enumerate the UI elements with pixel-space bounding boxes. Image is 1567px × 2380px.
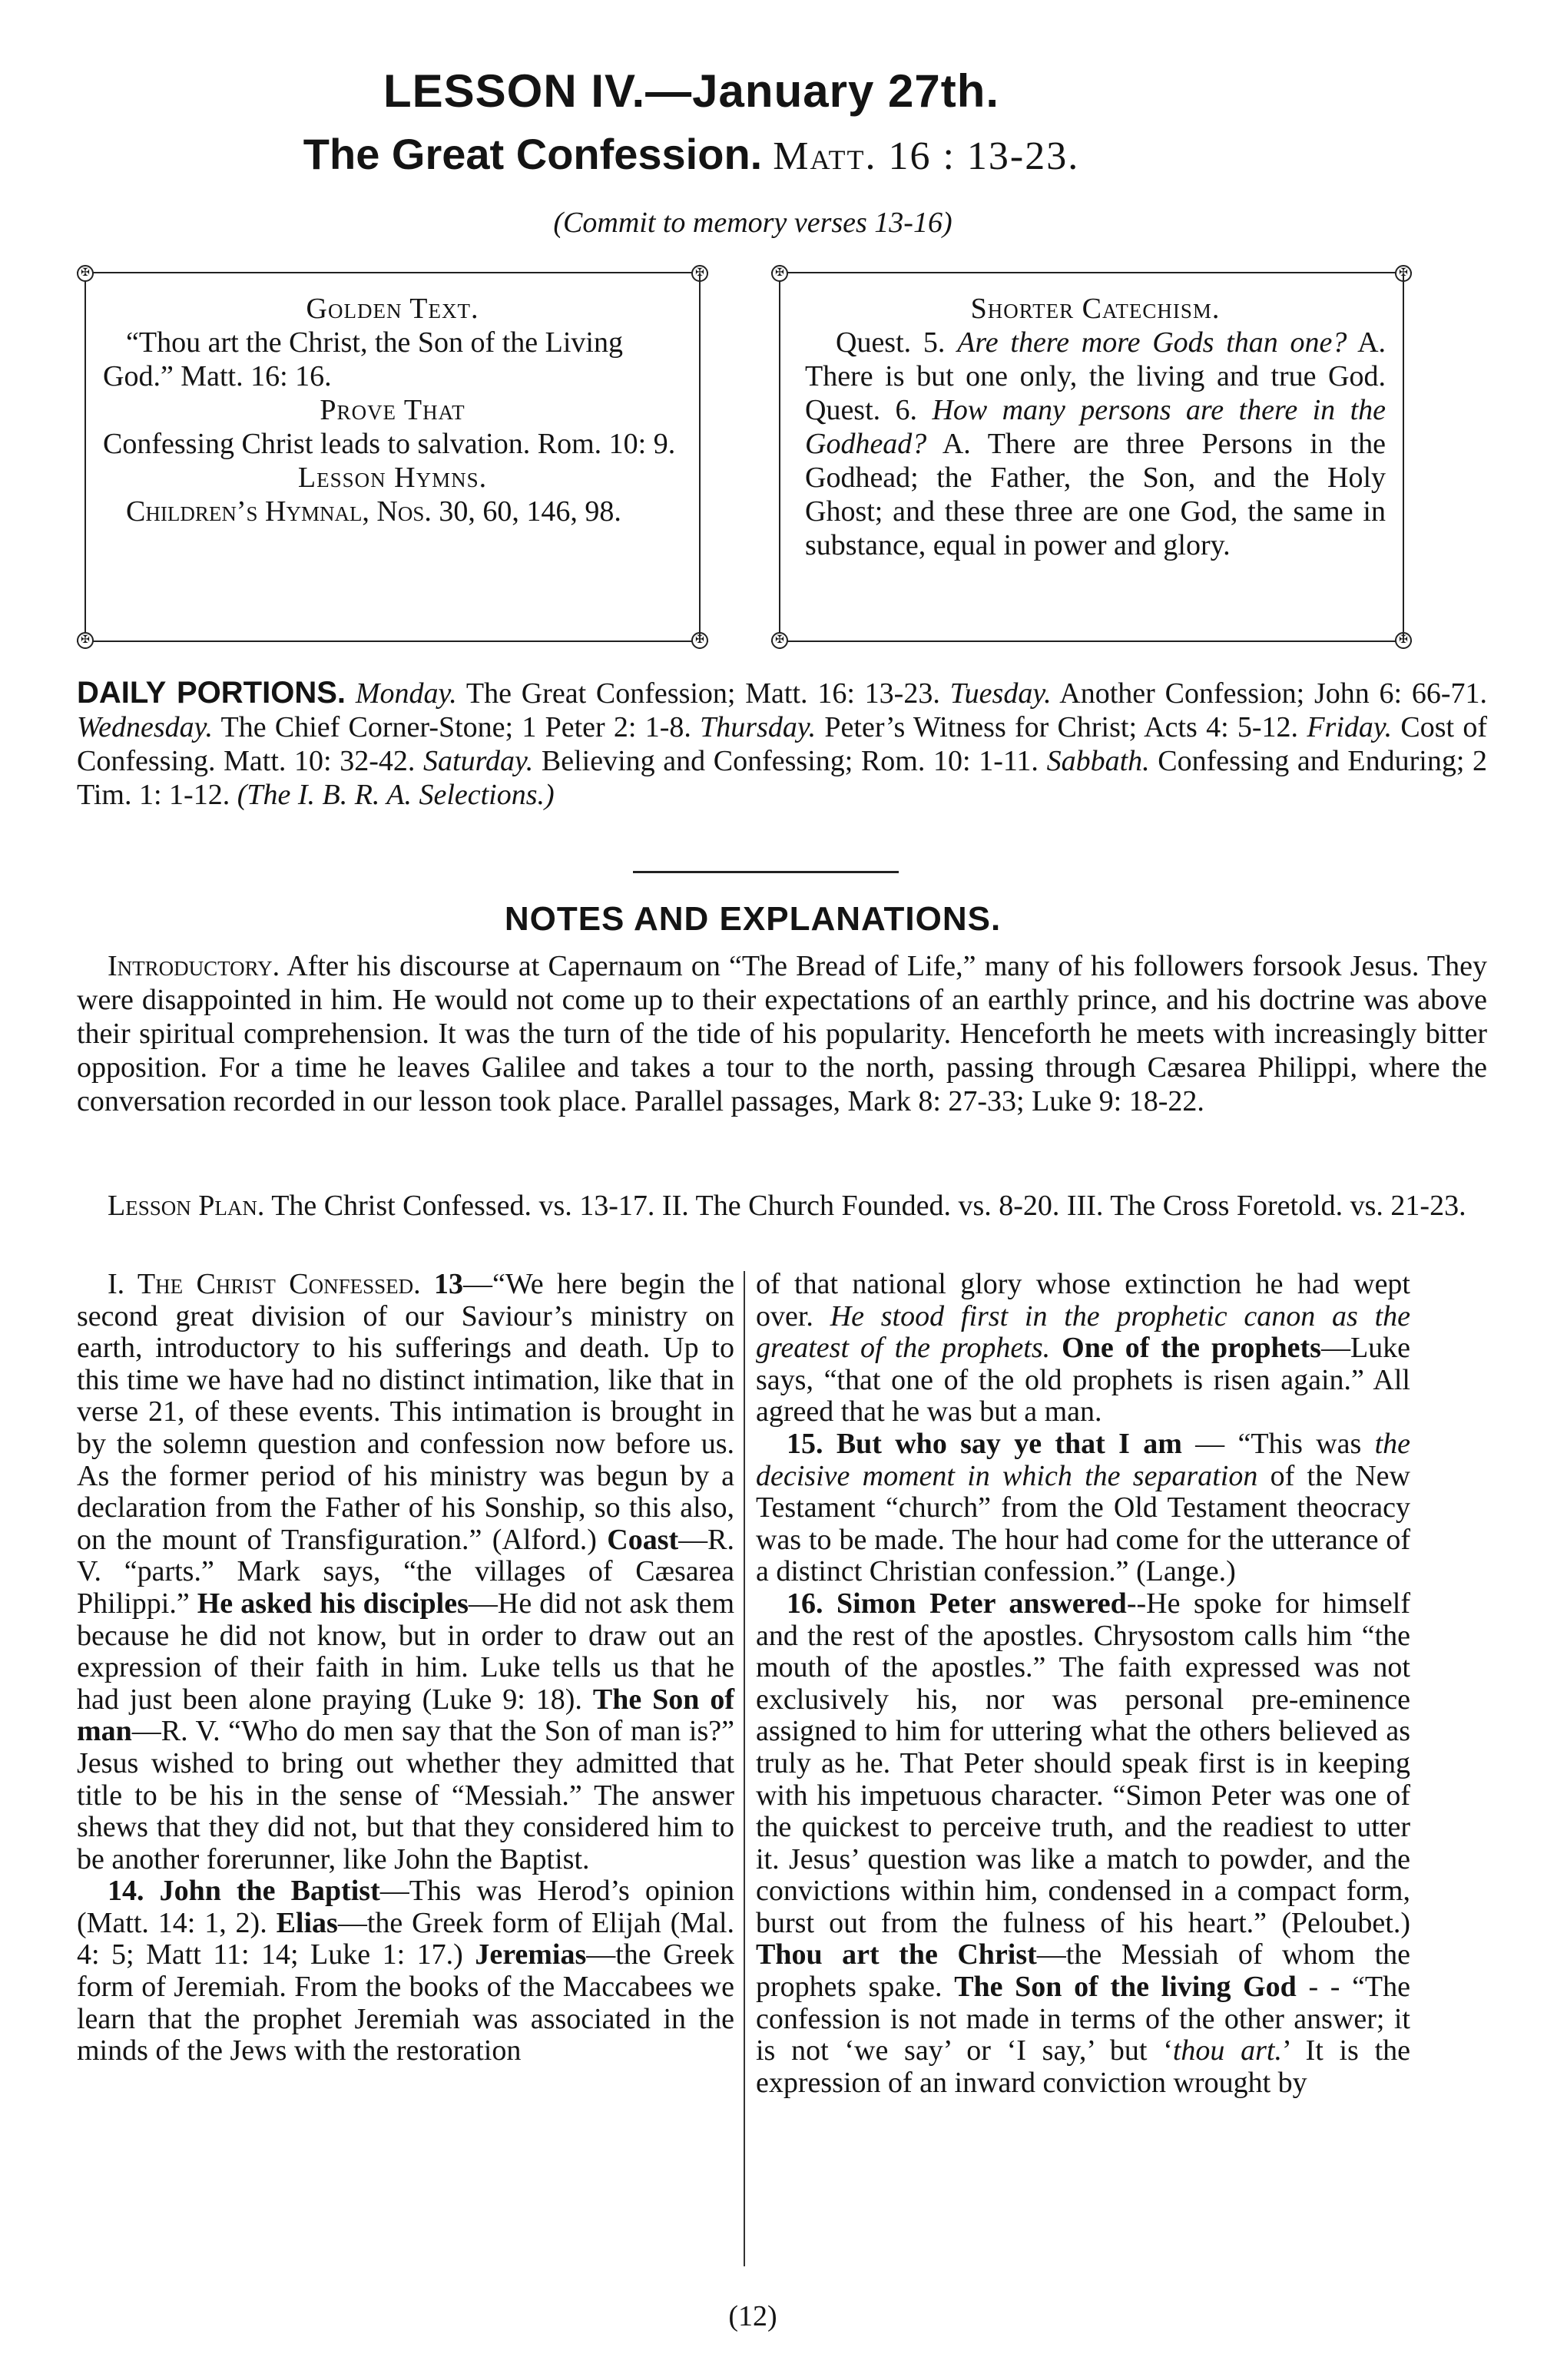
- son-of-man-term: The Son of man: [77, 1683, 734, 1748]
- coast-term: Coast: [607, 1523, 679, 1556]
- son-living-god-note-b: ’ It is the expression of an inward conviction wrought by: [756, 2034, 1410, 2099]
- friday-reading: Cost of Confessing. Matt. 10: 32-42.: [77, 711, 1488, 777]
- jeremias-note: —the Greek form of Jeremiah. From the books of the Maccabees we learn that the prophet Jeremiah was associated in the minds of the Jews with the restoration: [77, 1938, 734, 2067]
- q5-label: Quest. 5.: [836, 326, 946, 359]
- tuesday-reading: Another Confession; John 6: 66-71.: [1059, 677, 1488, 710]
- son-living-god-note-a: - - “The confession is not made in terms of the other answer; it is not ‘we say’ or ‘I say,’ but ‘: [756, 1971, 1411, 2067]
- day-tuesday: Tuesday.: [949, 677, 1052, 710]
- catechism-heading: Shorter Catechism.: [970, 293, 1221, 325]
- elias-note: —the Greek form of Elijah (Mal. 4: 5; Matt 11: 14; Luke 1: 17.): [77, 1906, 735, 1971]
- golden-text: “Thou art the Christ, the Son of the Living God.” Matt. 16: 16.: [103, 326, 623, 392]
- jeremias-term: Jeremias: [475, 1938, 587, 1971]
- memory-verses: (Commit to memory verses 13-16): [553, 207, 952, 239]
- asked-note: —He did not ask them because he did not know, but in order to draw out an expression of their faith in him. Luke tells us that he had just been alone praying (Luke 9: 18).: [77, 1587, 734, 1716]
- lesson-hymns-text: Children’s Hymnal, Nos. 30, 60, 146, 98.: [126, 495, 621, 528]
- corner-ornament-icon: ✠: [1395, 632, 1412, 649]
- prove-that-heading: Prove That: [320, 394, 465, 426]
- verse-13-note: —“We here begin the second great division of our Saviour’s ministry on earth, introductory to his sufferings and death. Up to this time we have had no distinct intimation, like that in verse 21, of these events. This intimation is brought in by the solemn question and confession now before us. As the former period of his ministry was begun by a declaration from the Father of his Sonship, so this also, on the mount of Transfiguration.” (Alford.): [77, 1268, 735, 1556]
- son-living-god-term: The Son of the living God: [954, 1971, 1297, 2004]
- day-wednesday: Wednesday.: [77, 711, 213, 743]
- lesson-plan-text: The Christ Confessed. vs. 13-17. II. The Church Founded. vs. 8-20. III. The Cross Foretold. vs. 21-23.: [271, 1190, 1466, 1222]
- corner-ornament-icon: ✠: [77, 632, 94, 649]
- column-divider: [744, 1271, 745, 2266]
- john-baptist-term: John the Baptist: [159, 1875, 380, 1908]
- golden-text-heading: Golden Text.: [306, 293, 479, 325]
- wednesday-reading: The Chief Corner-Stone; 1 Peter 2: 1-8.: [220, 711, 691, 743]
- verse-15-number: 15.: [787, 1427, 823, 1460]
- page-number: (12): [728, 2300, 777, 2332]
- corner-ornament-icon: ✠: [691, 265, 708, 282]
- q5-question: Are there more Gods than one?: [957, 326, 1347, 359]
- corner-ornament-icon: ✠: [691, 632, 708, 649]
- lesson-title: The Great Confession.: [303, 130, 763, 178]
- sabbath-reading: Confessing and Enduring; 2 Tim. 1: 1-12.: [77, 745, 1488, 811]
- day-thursday: Thursday.: [700, 711, 817, 743]
- stood-first-text: He stood first in the prophetic canon as the greatest of the prophets.: [756, 1299, 1410, 1365]
- thou-art-christ-term: Thou art the Christ: [756, 1938, 1037, 1971]
- daily-portions-label: DAILY PORTIONS.: [77, 676, 346, 710]
- q6-answer: A. There are three Persons in the Godhead; the Father, the Son, and the Holy Ghost; and these three are one God, the same in substance, equal in power and glory.: [805, 428, 1386, 561]
- notes-heading: NOTES AND EXPLANATIONS.: [504, 900, 1002, 938]
- verse-16-number: 16.: [787, 1587, 823, 1620]
- scripture-reference: Matt. 16 : 13-23.: [773, 134, 1080, 178]
- lesson-heading: LESSON IV.—January 27th.: [383, 65, 1000, 117]
- one-of-prophets-note: —Luke says, “that one of the old prophets is risen again.” All agreed that he was but a man.: [756, 1332, 1411, 1428]
- daily-portions: [77, 676, 1487, 812]
- verse-16-note: --He spoke for himself and the rest of the apostles. Chrysostom calls him “the mouth of the apostles.” The faith expressed was not exclusively his, nor was personal pre-eminence assigned to him for uttering what the others believed as truly as he. That Peter should speak first is in keeping with his impetuous character. “Simon Peter was one of the quickest to perceive truth, and the readiest to utter it. Jesus’ question was like a match to powder, and the convictions within him, condensed in a compact form, burst out from the fulness of his heart.” (Peloubet.): [756, 1587, 1411, 1939]
- son-of-man-note: —R. V. “Who do men say that the Son of man is?” Jesus wished to bring out whether they admitted that title to be his in the sense of “Messiah.” The answer shews that they did not, but that they considered him to be another forerunner, like John the Baptist.: [77, 1715, 734, 1875]
- elias-term: Elias: [276, 1906, 338, 1939]
- lesson-plan: [77, 1189, 1487, 1223]
- catechism-body: [805, 326, 1386, 562]
- corner-ornament-icon: ✠: [771, 265, 788, 282]
- thursday-reading: Peter’s Witness for Christ; Acts 4: 5-12.: [824, 711, 1299, 743]
- corner-ornament-icon: ✠: [1395, 265, 1412, 282]
- shorter-catechism-box: [771, 267, 1412, 646]
- verse-15-note-a: — “This was: [1181, 1427, 1375, 1460]
- introductory: [77, 949, 1487, 1118]
- one-of-prophets-term: One of the prophets: [1062, 1332, 1321, 1365]
- verse-15-note-italic: the decisive moment in which the separation: [756, 1427, 1411, 1492]
- right-column: [756, 1269, 1410, 2099]
- monday-reading: The Great Confession; Matt. 16: 13-23.: [465, 677, 940, 710]
- divider: [633, 871, 899, 873]
- asked-term: He asked his disciples: [197, 1587, 469, 1620]
- q6-question: How many persons are there in the Godhead?: [805, 394, 1386, 460]
- john-baptist-note: —This was Herod’s opinion (Matt. 14: 1, 2).: [77, 1875, 735, 1939]
- lesson-plan-label: Lesson Plan.: [108, 1190, 265, 1222]
- saturday-reading: Believing and Confessing; Rom. 10: 1-11.: [541, 745, 1039, 777]
- daily-portions-source: (The I. B. R. A. Selections.): [237, 779, 555, 811]
- corner-ornament-icon: ✠: [771, 632, 788, 649]
- thou-art-christ-note: —the Messiah of whom the prophets spake.: [756, 1938, 1410, 2004]
- day-sabbath: Sabbath.: [1046, 745, 1150, 777]
- coast-note: —R. V. “parts.” Mark says, “the villages of Cæsarea Philippi.”: [77, 1523, 734, 1620]
- continued-text: of that national glory whose extinction he had wept over.: [756, 1268, 1410, 1332]
- golden-text-box: [77, 267, 708, 646]
- q6-label: Quest. 6.: [805, 394, 918, 426]
- day-saturday: Saturday.: [423, 745, 534, 777]
- introductory-text: After his discourse at Capernaum on “The Bread of Life,” many of his followers forsook Jesus. They were disappointed in him. He would not come up to their expectations of an earthly prince, and his doctrine was above their spiritual comprehension. It was the turn of the tide of his popularity. Henceforth he meets with increasingly bitter opposition. For a time he leaves Galilee and takes a tour to the north, passing through Cæsarea Philippi, where the conversation recorded in our lesson took place. Parallel passages, Mark 8: 27-33; Luke 9: 18-22.: [77, 950, 1487, 1117]
- lesson-hymns-heading: Lesson Hymns.: [297, 462, 488, 494]
- lesson-title-line: [0, 129, 1383, 180]
- simon-peter-term: Simon Peter answered: [837, 1587, 1127, 1620]
- introductory-label: Introductory.: [108, 950, 280, 982]
- q5-answer: A. There is but one only, the living and true God.: [805, 326, 1386, 392]
- day-monday: Monday.: [355, 677, 457, 710]
- verse-14-number: 14.: [108, 1875, 144, 1908]
- who-say-ye-term: But who say ye that I am: [836, 1427, 1182, 1460]
- day-friday: Friday.: [1307, 711, 1393, 743]
- son-living-god-note-italic: thou art.: [1172, 2034, 1282, 2067]
- verse-13-number: 13: [434, 1268, 464, 1300]
- prove-that-text: Confessing Christ leads to salvation. Rom. 10: 9.: [103, 428, 676, 460]
- left-column: [77, 1269, 734, 2067]
- verse-15-note-b: of the New Testament “church” from the Old Testament theocracy was to be made. The hour had come for the utterance of a distinct Christian confession.” (Lange.): [756, 1459, 1410, 1588]
- section-one-label: I. The Christ Confessed.: [108, 1268, 421, 1300]
- corner-ornament-icon: ✠: [77, 265, 94, 282]
